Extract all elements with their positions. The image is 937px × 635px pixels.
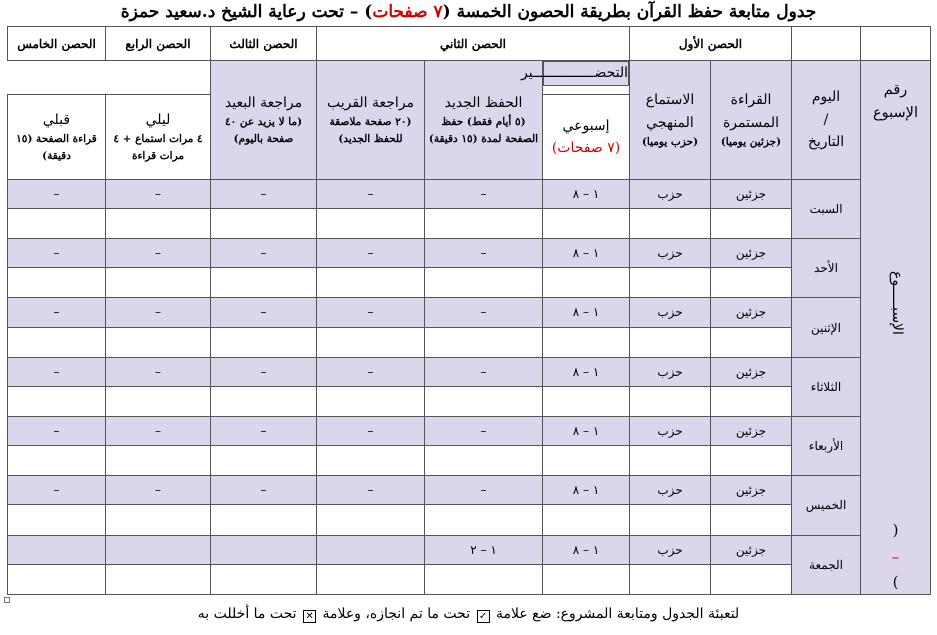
check-cell[interactable] [425, 208, 543, 238]
far-review-cell[interactable]: – [8, 298, 106, 327]
check-cell[interactable] [711, 208, 792, 238]
reading-cell[interactable]: جزئين [711, 179, 792, 208]
far-review-cell[interactable] [8, 535, 106, 564]
check-cell[interactable] [211, 268, 317, 298]
weekly-cell[interactable]: ١ – ٨ [543, 476, 630, 505]
table-row [8, 357, 931, 386]
check-cell[interactable] [8, 208, 106, 238]
header-fort-1: الحصن الأول [630, 27, 792, 61]
table-row [8, 239, 931, 268]
check-cell[interactable] [8, 386, 106, 416]
table-row [8, 416, 931, 445]
check-cell[interactable] [630, 268, 711, 298]
check-cell[interactable] [543, 327, 630, 357]
near-review-cell[interactable]: – [106, 357, 211, 386]
near-review-cell[interactable]: – [106, 239, 211, 268]
check-cell[interactable] [317, 327, 425, 357]
day-cell: الإثنين [792, 298, 861, 357]
header-new-memorization: الحفظ الجديد (٥ أيام فقط) حفظ الصفحة لمدة (١٥ دقيقة) [425, 61, 543, 180]
nightly-cell[interactable]: – [425, 416, 543, 445]
day-cell: الثلاثاء [792, 357, 861, 416]
weekly-cell[interactable]: ١ – ٨ [543, 416, 630, 445]
check-cell[interactable] [106, 208, 211, 238]
day-cell: الخميس [792, 476, 861, 535]
pre-cell[interactable]: – [317, 416, 425, 445]
nightly-cell[interactable]: – [425, 476, 543, 505]
pre-cell[interactable]: – [317, 179, 425, 208]
check-cell[interactable] [106, 446, 211, 476]
check-cell[interactable] [106, 564, 211, 594]
footer-text-1: لتعبئة الجدول ومتابعة المشروع: ضع علامة [496, 606, 740, 622]
pre-cell[interactable]: – [317, 298, 425, 327]
new-memorization-cell[interactable]: – [211, 298, 317, 327]
check-cell[interactable] [317, 208, 425, 238]
far-review-cell[interactable]: – [8, 416, 106, 445]
check-cell[interactable] [106, 268, 211, 298]
header-continuous-reading: القراءة المستمرة (جزئين يوميا) [711, 61, 792, 180]
week-paren-open: ( [892, 521, 899, 540]
far-review-cell[interactable]: – [8, 179, 106, 208]
header-pre: قبلي قراءة الصفحة (١٥ دقيقة) [8, 95, 106, 179]
checkbox-checked-icon: ✓ [477, 610, 490, 623]
header-weekly: إسبوعي (٧ صفحات) [543, 95, 630, 179]
weekly-cell[interactable]: ١ – ٨ [543, 239, 630, 268]
check-cell[interactable] [8, 327, 106, 357]
check-cell[interactable] [211, 386, 317, 416]
reading-cell[interactable]: جزئين [711, 357, 792, 386]
check-cell[interactable] [543, 386, 630, 416]
nightly-cell[interactable]: ١ – ٢ [425, 535, 543, 564]
check-cell[interactable] [317, 446, 425, 476]
week-number-label [861, 79, 930, 125]
check-cell[interactable] [630, 446, 711, 476]
check-cell[interactable] [630, 564, 711, 594]
check-cell[interactable] [630, 327, 711, 357]
near-review-cell[interactable]: – [106, 298, 211, 327]
title-part-1: جدول متابعة حفظ القرآن بطريقة الحصون الخمسة ( [442, 2, 817, 22]
pre-cell[interactable]: – [317, 357, 425, 386]
new-memorization-cell[interactable]: – [211, 416, 317, 445]
near-review-cell[interactable]: – [106, 179, 211, 208]
header-fort-4: الحصن الرابع [106, 27, 211, 61]
check-cell[interactable] [211, 564, 317, 594]
check-cell[interactable] [211, 327, 317, 357]
header-methodical-listening: الاستماع المنهجي (حزب يوميا) [630, 61, 711, 180]
nightly-cell[interactable]: – [425, 179, 543, 208]
header-fort-3: الحصن الثالث [211, 27, 317, 61]
table-row [8, 476, 931, 505]
day-cell: الأحد [792, 239, 861, 298]
nightly-cell[interactable]: – [425, 239, 543, 268]
weekly-cell[interactable]: ١ – ٨ [543, 535, 630, 564]
check-cell[interactable] [8, 505, 106, 535]
check-cell[interactable] [317, 386, 425, 416]
listening-cell[interactable]: حزب [630, 357, 711, 386]
reading-cell[interactable]: جزئين [711, 416, 792, 445]
check-cell[interactable] [543, 208, 630, 238]
check-cell[interactable] [8, 268, 106, 298]
new-memorization-cell[interactable] [211, 535, 317, 564]
check-cell[interactable] [543, 505, 630, 535]
week-number-cell[interactable] [861, 61, 931, 595]
header-day-date: اليوم / التاريخ [792, 61, 861, 180]
resize-handle[interactable] [4, 597, 10, 603]
check-cell[interactable] [630, 386, 711, 416]
check-cell[interactable] [630, 505, 711, 535]
nightly-cell[interactable]: – [425, 298, 543, 327]
check-cell[interactable] [8, 564, 106, 594]
check-cell[interactable] [106, 327, 211, 357]
check-cell[interactable] [211, 446, 317, 476]
check-cell[interactable] [106, 386, 211, 416]
day-cell: السبت [792, 179, 861, 238]
check-cell[interactable] [543, 446, 630, 476]
check-cell[interactable] [425, 268, 543, 298]
reading-cell[interactable]: جزئين [711, 298, 792, 327]
pre-cell[interactable] [317, 535, 425, 564]
weekly-cell[interactable]: ١ – ٨ [543, 179, 630, 208]
title-part-2: ) – تحت رعاية الشيخ د.سعيد حمزة [120, 2, 373, 22]
checkbox-x-icon: ✕ [303, 610, 316, 623]
footer-text-3: تحت ما أخللت به [197, 606, 297, 622]
check-cell[interactable] [106, 505, 211, 535]
empty-header-day [792, 27, 861, 61]
check-cell[interactable] [425, 386, 543, 416]
reading-cell[interactable]: جزئين [711, 239, 792, 268]
check-cell[interactable] [711, 268, 792, 298]
check-cell[interactable] [425, 327, 543, 357]
near-review-cell[interactable]: – [106, 416, 211, 445]
fortress-header-row [8, 27, 931, 61]
check-cell[interactable] [425, 446, 543, 476]
new-memorization-cell[interactable]: – [211, 357, 317, 386]
check-cell[interactable] [543, 564, 630, 594]
check-cell[interactable] [711, 446, 792, 476]
week-word: الإسبـــــوع [889, 271, 905, 336]
header-preparation: التحضـــــــــــــــير [543, 61, 629, 85]
new-memorization-cell[interactable]: – [211, 239, 317, 268]
check-cell[interactable] [317, 564, 425, 594]
table-row [8, 535, 931, 564]
day-cell: الأربعاء [792, 416, 861, 475]
weekly-cell[interactable]: ١ – ٨ [543, 298, 630, 327]
check-cell[interactable] [317, 505, 425, 535]
reading-cell[interactable]: جزئين [711, 476, 792, 505]
page-title [0, 2, 937, 22]
new-memorization-cell[interactable]: – [211, 179, 317, 208]
check-cell[interactable] [630, 208, 711, 238]
check-cell[interactable] [543, 268, 630, 298]
weekly-cell[interactable]: ١ – ٨ [543, 357, 630, 386]
day-cell: الجمعة [792, 535, 861, 594]
listening-cell[interactable]: حزب [630, 239, 711, 268]
far-review-cell[interactable]: – [8, 476, 106, 505]
header-fort-5: الحصن الخامس [8, 27, 106, 61]
week-number-dash: – [891, 548, 900, 567]
header-near-review: مراجعة القريب (٢٠ صفحة ملاصقة للحفظ الجديد) [317, 61, 425, 180]
title-red-part: ٧ صفحات [372, 2, 443, 22]
header-fort-2: الحصن الثاني [317, 27, 630, 61]
tracking-table [7, 26, 931, 595]
check-cell[interactable] [8, 446, 106, 476]
check-cell[interactable] [211, 505, 317, 535]
check-cell[interactable] [711, 505, 792, 535]
near-review-cell[interactable]: – [106, 476, 211, 505]
check-cell[interactable] [425, 505, 543, 535]
reading-cell[interactable]: جزئين [711, 535, 792, 564]
header-nightly: ليلي ٤ مرات استماع + ٤ مرات قراءة [106, 95, 211, 179]
check-cell[interactable] [711, 564, 792, 594]
far-review-cell[interactable]: – [8, 239, 106, 268]
header-far-review: مراجعة البعيد (ما لا يزيد عن ٤٠ صفحة باليوم) [211, 61, 317, 180]
new-memorization-cell[interactable]: – [211, 476, 317, 505]
listening-cell[interactable]: حزب [630, 179, 711, 208]
check-cell[interactable] [425, 564, 543, 594]
pre-cell[interactable]: – [317, 476, 425, 505]
far-review-cell[interactable]: – [8, 357, 106, 386]
listening-cell[interactable]: حزب [630, 535, 711, 564]
check-cell[interactable] [211, 208, 317, 238]
nightly-cell[interactable]: – [425, 357, 543, 386]
check-cell[interactable] [711, 386, 792, 416]
week-paren-close: ) [892, 573, 899, 592]
near-review-cell[interactable] [106, 535, 211, 564]
footer-instructions [0, 606, 937, 623]
table-row [8, 179, 931, 208]
check-cell[interactable] [711, 327, 792, 357]
empty-header-week [861, 27, 931, 61]
table-row [8, 298, 931, 327]
footer-text-2: تحت ما تم انجازه، وعلامة [322, 606, 471, 622]
listening-cell[interactable]: حزب [630, 298, 711, 327]
week-number-text: رقم الإسبوع [873, 82, 918, 122]
check-cell[interactable] [317, 268, 425, 298]
pre-cell[interactable]: – [317, 239, 425, 268]
listening-cell[interactable]: حزب [630, 416, 711, 445]
column-header-row-1 [8, 61, 931, 95]
listening-cell[interactable]: حزب [630, 476, 711, 505]
